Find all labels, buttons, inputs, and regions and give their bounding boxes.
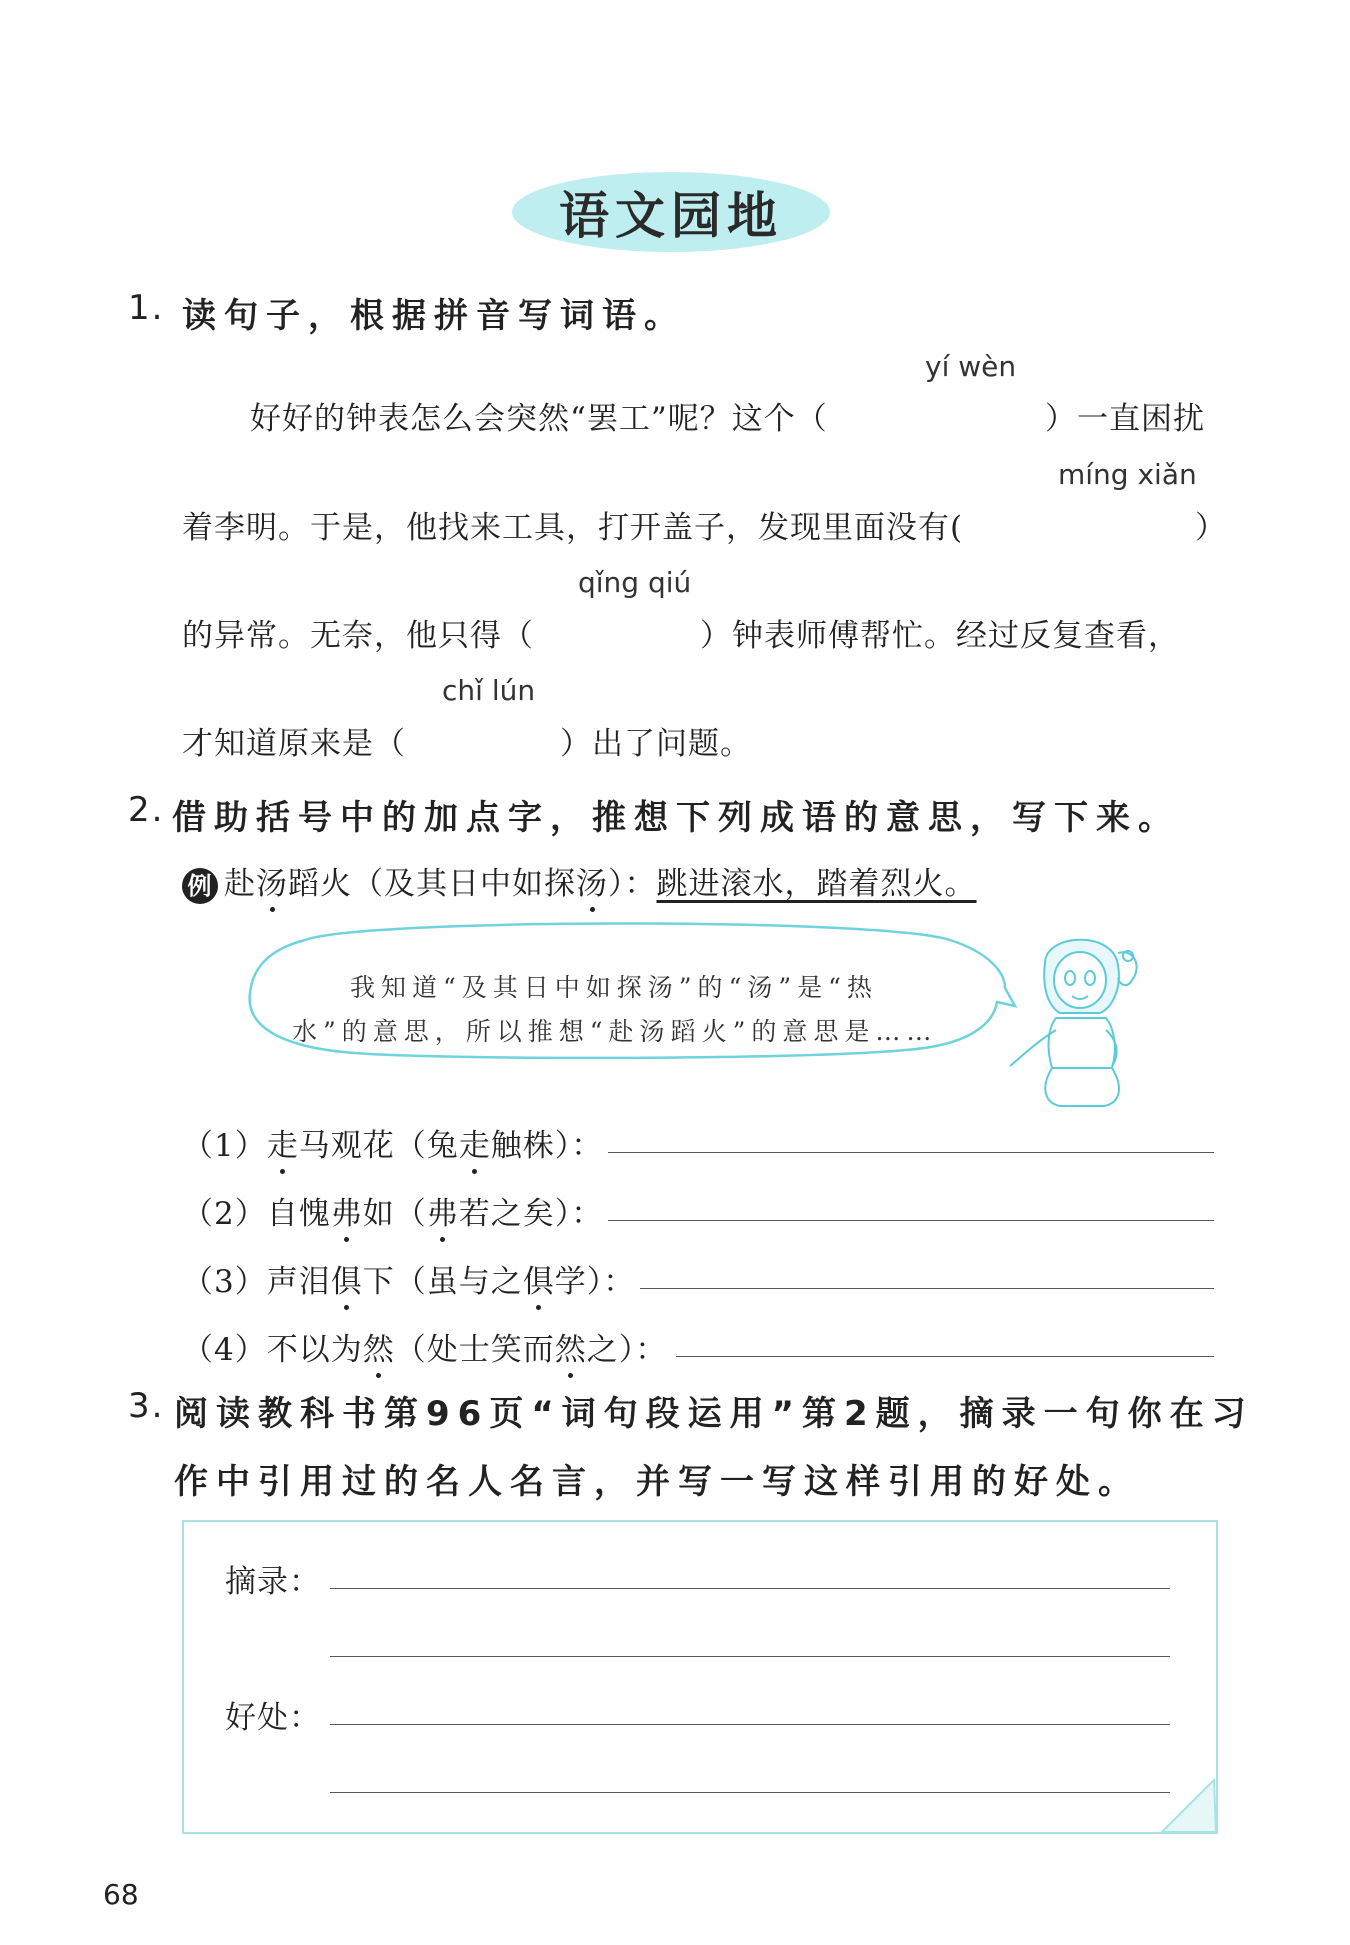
q1-line1-b: ）一直困扰 — [1045, 401, 1205, 437]
item-pre: 声泪 — [266, 1264, 331, 1300]
bubble-line-1: 我知道“及其日中如探汤”的“汤”是“热 — [350, 973, 878, 1002]
item-tail: 触株）： — [490, 1128, 604, 1164]
excerpt-line-2[interactable] — [330, 1656, 1170, 1657]
page-number: 68 — [103, 1878, 139, 1911]
q3-number: 3. — [128, 1386, 165, 1426]
q2-item-1 — [182, 1120, 603, 1165]
item-dotted-char-2: 俱 — [522, 1264, 555, 1300]
excerpt-line-1[interactable] — [330, 1588, 1170, 1589]
q1-line3-a: 的异常。无奈，他只得（ — [182, 618, 534, 654]
q2-answer-line-4[interactable] — [676, 1356, 1214, 1357]
q2-item-2 — [182, 1188, 603, 1233]
q1-pinyin-2: míng xiǎn — [1058, 458, 1197, 491]
item-label: （4） — [182, 1332, 267, 1368]
q2-answer-line-1[interactable] — [608, 1152, 1214, 1153]
q1-pinyin-1: yí wèn — [925, 350, 1017, 383]
section-title: 语文园地 — [559, 186, 783, 245]
benefit-label: 好处： — [225, 1700, 321, 1736]
q2-heading: 借助括号中的加点字，推想下列成语的意思，写下来。 — [172, 798, 1180, 838]
example-dotted-char-1: 汤 — [256, 866, 288, 902]
item-dotted-char-2: 走 — [458, 1128, 491, 1164]
item-label: （3） — [182, 1264, 267, 1300]
q3-line-2: 作中引用过的名人名言，并写一写这样引用的好处。 — [174, 1462, 1140, 1502]
item-tail: 之）： — [586, 1332, 668, 1368]
benefit-line-2[interactable] — [330, 1792, 1170, 1793]
q2-item-3 — [182, 1256, 635, 1301]
q1-line2-b: ） — [1195, 510, 1227, 546]
item-tail: 若之矣）： — [458, 1196, 604, 1232]
item-label: （2） — [182, 1196, 267, 1232]
q1-line4-b: ）出了问题。 — [560, 726, 752, 762]
item-text: 下（虽与之 — [362, 1264, 523, 1300]
q1-line3-b: ）钟表师傅帮忙。经过反复查看， — [700, 618, 1180, 654]
item-dotted-char: 然 — [362, 1332, 395, 1368]
item-pre: 自愧 — [266, 1196, 331, 1232]
q1-pinyin-4: chǐ lún — [442, 674, 536, 707]
girl-illustration-icon — [1000, 918, 1160, 1118]
q2-number: 2. — [128, 790, 165, 830]
q1-pinyin-3: qǐng qiú — [578, 566, 692, 599]
example-text-c: ）： — [608, 866, 657, 902]
q2-answer-line-3[interactable] — [640, 1288, 1214, 1289]
item-text: 马观花（兔 — [298, 1128, 459, 1164]
example-text-b: 蹈火（及其日中如探 — [288, 866, 576, 902]
item-dotted-char: 俱 — [330, 1264, 363, 1300]
item-text: 如（ — [362, 1196, 427, 1232]
q2-example — [182, 858, 977, 904]
q2-answer-line-2[interactable] — [608, 1220, 1214, 1221]
item-tail: 学）： — [554, 1264, 636, 1300]
example-answer: 跳进滚水，踏着烈火。 — [656, 866, 977, 902]
page-curl-icon — [1160, 1778, 1218, 1834]
item-label: （1） — [182, 1128, 267, 1164]
q1-number: 1. — [128, 288, 165, 328]
example-text-a: 赴 — [224, 866, 256, 902]
section-title-banner — [512, 172, 830, 252]
q1-line2-a: 着李明。于是，他找来工具，打开盖子，发现里面没有( — [182, 510, 964, 546]
q1-line1-a: 好好的钟表怎么会突然“罢工”呢？这个（ — [250, 401, 828, 437]
q1-line4-a: 才知道原来是（ — [182, 726, 406, 762]
answer-box — [182, 1520, 1218, 1834]
q1-heading: 读句子，根据拼音写词语。 — [182, 296, 686, 336]
example-dotted-char-2: 汤 — [576, 866, 608, 902]
item-dotted-char: 弗 — [330, 1196, 363, 1232]
q2-item-4 — [182, 1324, 667, 1369]
item-pre: 不以为 — [266, 1332, 363, 1368]
item-dotted-char-2: 弗 — [426, 1196, 459, 1232]
item-text: （处士笑而 — [394, 1332, 555, 1368]
excerpt-label: 摘录： — [225, 1564, 321, 1600]
benefit-line-1[interactable] — [330, 1724, 1170, 1725]
q3-line-1: 阅读教科书第96页“词句段运用”第2题，摘录一句你在习 — [174, 1394, 1254, 1434]
bubble-line-2: 水”的意思，所以推想“赴汤蹈火”的意思是…… — [292, 1017, 938, 1046]
example-badge: 例 — [182, 868, 218, 904]
item-dotted-char-2: 然 — [554, 1332, 587, 1368]
item-dotted-char: 走 — [266, 1128, 299, 1164]
